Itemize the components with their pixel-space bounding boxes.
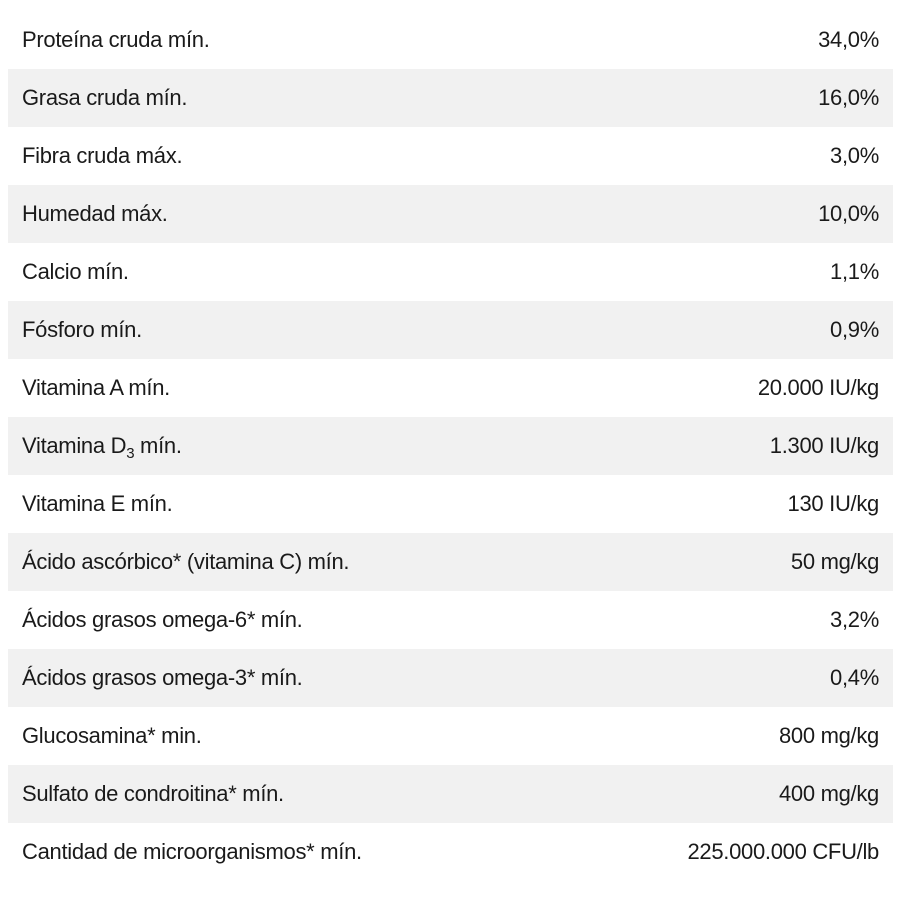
nutrient-label: Ácido ascórbico* (vitamina C) mín. — [22, 549, 350, 574]
nutrient-label: Glucosamina* min. — [22, 723, 202, 748]
nutrient-value: 3,0% — [830, 143, 879, 168]
nutrient-label — [22, 433, 182, 462]
nutrient-value: 50 mg/kg — [790, 549, 879, 574]
table-row — [8, 69, 893, 127]
nutrient-value: 0,4% — [830, 665, 879, 690]
nutrient-value: 800 mg/kg — [778, 723, 879, 748]
nutrient-value: 0,9% — [830, 317, 879, 342]
table-row — [8, 823, 893, 881]
nutrient-label: Fósforo mín. — [22, 317, 142, 342]
table-row — [8, 359, 893, 417]
table-row — [8, 11, 893, 69]
nutrient-label-suffix: mín. — [134, 433, 182, 458]
nutrient-value: 400 mg/kg — [778, 781, 879, 806]
table-row — [8, 649, 893, 707]
table-row — [8, 475, 893, 533]
nutrient-label: Fibra cruda máx. — [22, 143, 183, 168]
table-row — [8, 707, 893, 765]
table-row — [8, 185, 893, 243]
nutrient-label: Cantidad de microorganismos* mín. — [22, 839, 362, 864]
nutrient-label: Proteína cruda mín. — [22, 27, 210, 52]
nutrient-label: Vitamina E mín. — [22, 491, 173, 516]
nutrient-label: Ácidos grasos omega-6* mín. — [22, 607, 303, 632]
table-row — [8, 301, 893, 359]
nutrient-label: Vitamina A mín. — [22, 375, 170, 400]
table-row — [8, 591, 893, 649]
table-row — [8, 765, 893, 823]
nutrient-label: Humedad máx. — [22, 201, 168, 226]
nutrient-label-text: Vitamina D — [22, 433, 127, 458]
nutrient-label: Sulfato de condroitina* mín. — [22, 781, 284, 806]
nutrient-value: 1,1% — [830, 259, 879, 284]
nutrient-value: 3,2% — [830, 607, 879, 632]
nutrient-value: 10,0% — [818, 201, 879, 226]
nutrient-value: 34,0% — [818, 27, 879, 52]
nutrient-label: Ácidos grasos omega-3* mín. — [22, 665, 303, 690]
table-row — [8, 533, 893, 591]
table-row — [8, 417, 893, 475]
nutrient-label-subscript: 3 — [126, 445, 135, 462]
nutrient-value: 1.300 IU/kg — [769, 433, 879, 458]
nutrient-label: Grasa cruda mín. — [22, 85, 188, 110]
nutrient-value: 225.000.000 CFU/lb — [687, 839, 879, 864]
table-row — [8, 127, 893, 185]
nutrient-value: 16,0% — [818, 85, 879, 110]
nutrient-label: Calcio mín. — [22, 259, 129, 284]
guaranteed-analysis-table — [8, 11, 893, 881]
nutrient-value: 20.000 IU/kg — [757, 375, 879, 400]
table-row — [8, 243, 893, 301]
nutrient-value: 130 IU/kg — [787, 491, 879, 516]
